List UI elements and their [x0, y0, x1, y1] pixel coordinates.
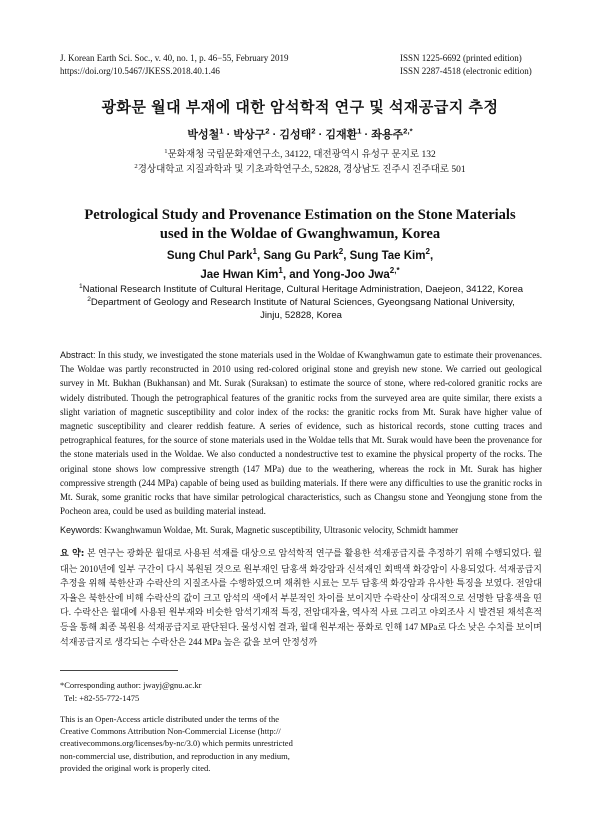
corresponding-author: [60, 679, 201, 705]
affiliation-text: National Research Institute of Cultural Heritage, Cultural Heritage Administration, Daejeon, 34122, Korea: [82, 284, 524, 295]
issn-print: ISSN 1225-6692 (printed edition): [400, 53, 522, 63]
author-separator: , and: [282, 269, 313, 281]
author-separator: ·: [226, 129, 231, 141]
english-affiliations: [60, 283, 542, 322]
keywords: [60, 523, 542, 537]
author-separator: ,: [256, 250, 264, 262]
affiliation-text: 문화재청 국립문화재연구소, 34122, 대전광역시 유성구 문지로 132: [167, 150, 436, 160]
author-sup: 1: [357, 126, 362, 136]
abstract-text: In this study, we investigated the stone materials used in the Woldae of Kwanghwamun gate to estimate their provenances. The Woldae was partly reconstructed in 2010 using red-colored original stone and greyish new stone. We carried out geological survey in Mt. Bukhan (Bukhansan) and Mt. Surak (Suraksan) to estimate the source of stone, where red-colored granitic rocks are widely distributed. Though the petrographical features of the granitic rocks from the surveyed area are quite similar, there exists a slight variation of magnetic susceptibility and color index of the rocks: the granitic rocks from Mt. Surak have higher value of magnetic susceptibility and clearer reddish feature. A series of evidence, such as historical records, stone cutting traces and petrographical features, for the source of stone materials used in the Woldae tells that Mt. Surak would have been the provenance for the stone materials used in the Woldae. We also conducted a nondestructive test to examine the physical property of the rocks. The original stone shows low compressive strength (147 MPa) due to the weathering, whereas the rock in Mt. Surak has higher compressive strength (244 MPa) capable of being used as building materials. If there were any difficulties to use the granitic rocks in Mt. Surak, some granitic rocks that have similar petrological characteristics, such as Changsu stone and Yeongjung stone from the Pocheon area, could be used as building material instead.: [60, 350, 542, 517]
english-affiliation-2-cont: Jinju, 52828, Korea: [260, 310, 342, 321]
english-authors-line: [0, 247, 600, 266]
license-line[interactable]: creativecommons.org/licenses/by-nc/3.0) which permits unrestricted: [60, 738, 293, 749]
author-separator: ·: [272, 129, 277, 141]
korean-author: 김성태: [279, 129, 312, 141]
doi-line[interactable]: https://doi.org/10.5467/JKESS.2018.40.1.46: [60, 66, 220, 76]
license-line: This is an Open-Access article distributed under the terms of the: [60, 714, 280, 724]
korean-abstract-label: 요 약:: [60, 549, 85, 559]
english-author: Sang Gu Park: [263, 250, 339, 262]
author-sup: 2: [311, 126, 316, 136]
footnote-divider: [60, 670, 178, 671]
korean-affiliation-1: [0, 148, 600, 162]
issn-electronic: ISSN 2287-4518 (electronic edition): [400, 66, 532, 76]
author-sup: 2: [265, 126, 270, 136]
author-sup: 2: [338, 247, 344, 257]
abstract-label: Abstract:: [60, 350, 96, 360]
author-separator: ,: [343, 250, 350, 262]
license-notice: [60, 713, 300, 774]
license-line[interactable]: Creative Commons Attribution Non-Commercial License (http://: [60, 726, 281, 737]
affiliation-sup: 2: [87, 295, 91, 303]
author-separator: ,: [429, 250, 434, 262]
affiliation-text: Department of Geology and Research Institute of Natural Sciences, Gyeongsang National University,: [90, 297, 515, 308]
english-author: Sung Chul Park: [166, 250, 253, 262]
english-affiliation-1: [60, 283, 542, 296]
author-sup: 1: [219, 126, 224, 136]
korean-authors: [0, 126, 600, 142]
author-sup: 2,*: [403, 126, 413, 136]
author-sup: 2: [425, 247, 430, 257]
korean-affiliation-2: [0, 163, 600, 177]
english-title-line: used in the Woldae of Gwanghwamun, Korea: [159, 226, 441, 242]
corresponding-email[interactable]: *Corresponding author: jwayj@gnu.ac.kr: [60, 680, 202, 690]
affiliation-sup: 1: [78, 282, 83, 290]
korean-title: 광화문 월대 부재에 대한 암석학적 연구 및 석재공급지 추정: [101, 99, 499, 116]
journal-citation: [60, 52, 288, 78]
english-author: Yong-Joo Jwa: [312, 269, 390, 281]
korean-author: 좌용주: [371, 129, 404, 141]
author-separator: ·: [364, 129, 369, 141]
korean-abstract-text: 본 연구는 광화문 월대로 사용된 석재를 대상으로 암석학적 연구를 활용한 석재공급지를 추정하기 위해 수행되었다. 월대는 2010년에 일부 구간이 다시 복원된 것으로 원부재인 담홍색 화강암과 신석재인 회백색 화강암이 사용되었다. 석재공급지 추정을 위해 북한산과 수락산의 지질조사를 수행하였으며 채취한 시료는 모두 담홍색 화강암과 유사한 특징을 보였다. 전암대자율은 북한산에 비해 수락산의 값이 크고 암석의 색에서 부분적인 차이를 보이지만 수락산이 상대적으로 선명한 담홍색을 띤다. 수락산은 월대에 사용된 원부재와 비슷한 암석기재적 특징, 전암대자율, 역사적 사료 그리고 야외조사 시 발견된 채석흔적 등을 통해 최종 복원용 석재공급지로 판단된다. 물성시험 결과, 월대 원부재는 풍화로 인해 147 MPa로 다소 낮은 수치를 보이며 석재공급지로 생각되는 수락산은 244 MPa 높은 값을 보여 안정성까: [60, 548, 542, 647]
english-title: [0, 206, 600, 244]
korean-author: 박성철: [187, 129, 220, 141]
english-author: Jae Hwan Kim: [200, 269, 279, 281]
english-affiliation-2: [60, 296, 542, 309]
korean-author: 박상구: [233, 129, 266, 141]
affiliation-text: 경상대학교 지질과학과 및 기초과학연구소, 52828, 경상남도 진주시 진주대로 501: [137, 165, 466, 175]
author-sup: 2,*: [389, 266, 400, 276]
author-sup: 1: [278, 266, 283, 276]
author-separator: ·: [318, 129, 323, 141]
issn-block: [400, 52, 532, 78]
korean-abstract: [60, 546, 542, 649]
affiliation-sup: 1: [164, 147, 168, 155]
abstract: [60, 348, 542, 518]
affiliation-sup: 2: [134, 162, 138, 170]
corresponding-tel: Tel: +82-55-772-1475: [64, 693, 140, 703]
author-sup: 1: [252, 247, 257, 257]
english-author: Sung Tae Kim: [349, 250, 426, 262]
keywords-text: Kwanghwamun Woldae, Mt. Surak, Magnetic susceptibility, Ultrasonic velocity, Schmidt hammer: [104, 525, 459, 535]
english-title-line: Petrological Study and Provenance Estimation on the Stone Materials: [84, 207, 516, 223]
korean-author: 김재환: [325, 129, 358, 141]
keywords-label: Keywords:: [60, 525, 103, 535]
license-line: provided the original work is properly cited.: [60, 762, 211, 773]
journal-line: J. Korean Earth Sci. Soc., v. 40, no. 1, p. 46−55, February 2019: [60, 53, 289, 63]
license-line: non-commercial use, distribution, and reproduction in any medium,: [60, 750, 290, 761]
english-authors: [0, 247, 600, 285]
